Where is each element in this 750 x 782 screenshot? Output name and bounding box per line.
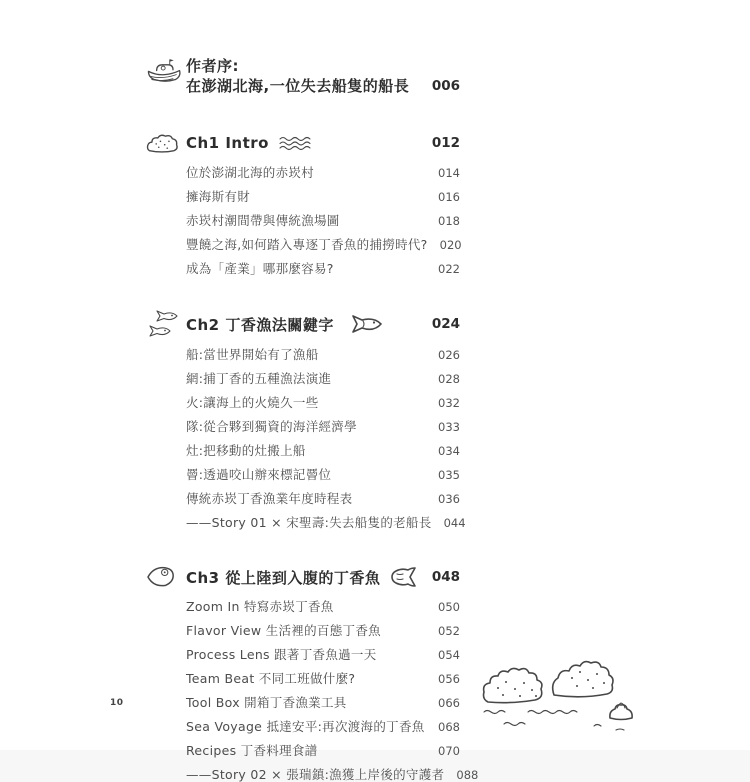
toc-item-page: 022 [438, 262, 460, 276]
toc-item-page: 068 [438, 720, 460, 734]
toc-item-page: 066 [438, 696, 460, 710]
toc-item-page: 056 [438, 672, 460, 686]
chapter-1-title: Ch1 Intro [186, 134, 269, 152]
toc-item [186, 262, 460, 276]
chapter-3-title: Ch3 從上陸到入腹的丁香魚 [186, 568, 381, 587]
toc-item-label: 位於澎湖北海的赤崁村 [186, 165, 315, 180]
toc-item-label: Process Lens 跟著丁香魚過一天 [186, 647, 377, 662]
toc-item-page: 034 [438, 444, 460, 458]
toc-item [186, 190, 460, 204]
toc-item [186, 624, 460, 638]
toc-item-label: ——Story 02 × 張瑞鎮:漁獲上岸後的守護者 [186, 767, 445, 782]
toc-item-page: 032 [438, 396, 460, 410]
chapter-2-header [146, 310, 460, 338]
toc-item [186, 744, 460, 758]
preface-title [186, 56, 426, 96]
island-back [553, 662, 613, 697]
toc-item-label: Flavor View 生活裡的百態丁香魚 [186, 623, 381, 638]
toc-item-page: 014 [438, 166, 460, 180]
toc-item-label: Sea Voyage 抵達安平:再次渡海的丁香魚 [186, 719, 425, 734]
wave [504, 723, 525, 726]
toc-item-label: 豐饒之海,如何踏入專逐丁香魚的捕撈時代? [186, 237, 428, 252]
toc-item-label: 擁海斯有財 [186, 189, 251, 204]
wave [616, 729, 624, 730]
toc-item-label: Team Beat 不同工班做什麼? [186, 671, 356, 686]
preface-line2: 在澎湖北海,一位失去船隻的船長 [186, 77, 410, 95]
toc-item-story [186, 767, 479, 782]
toc-item-page: 028 [438, 372, 460, 386]
toc-item [186, 166, 460, 180]
toc-item [186, 648, 460, 662]
boat-hull [610, 705, 632, 720]
toc-item-label: Zoom In 特寫赤崁丁香魚 [186, 599, 334, 614]
toc-item-label: ——Story 01 × 宋聖壽:失去船隻的老船長 [186, 515, 432, 530]
preface-line1: 作者序: [186, 57, 239, 75]
toc-item-page: 050 [438, 600, 460, 614]
fish-icon [343, 314, 383, 334]
chapter-1-items [186, 166, 460, 276]
chapter-2-section [146, 310, 466, 530]
preface-entry [146, 56, 460, 96]
islands-and-boat-illustration [476, 650, 676, 750]
fish-tail-icon [389, 566, 419, 588]
fish-head-icon [146, 564, 186, 590]
toc-item-page: 026 [438, 348, 460, 362]
toc-item-label: Recipes 丁香料理食譜 [186, 743, 318, 758]
toc-item-label: 成為「產業」哪那麼容易? [186, 261, 334, 276]
toc-item-label: 火:讓海上的火燒久一些 [186, 395, 319, 410]
chapter-2-title: Ch2 丁香漁法關鍵字 [186, 315, 334, 334]
toc-item [186, 468, 460, 482]
toc-item-label: 灶:把移動的灶搬上船 [186, 443, 306, 458]
chapter-3-items [186, 599, 479, 782]
island-mound-icon [146, 130, 186, 156]
chapter-3-header [146, 564, 460, 590]
chapter-3-page-number: 048 [431, 569, 460, 585]
toc-item-page: 044 [443, 516, 466, 530]
toc-item-page: 035 [438, 468, 460, 482]
toc-item-page: 033 [438, 420, 460, 434]
toc-item-page: 054 [438, 648, 460, 662]
toc-item-page: 016 [438, 190, 460, 204]
toc-item [186, 720, 460, 734]
toc-item-label: 傳統赤崁丁香漁業年度時程表 [186, 491, 353, 506]
wave [594, 725, 601, 727]
chapter-2-items [186, 347, 466, 530]
toc-item [186, 396, 460, 410]
toc-item-story [186, 515, 466, 530]
toc-item-page: 018 [438, 214, 460, 228]
toc-item-label: 隊:從合夥到獨資的海洋經濟學 [186, 419, 357, 434]
toc-item [186, 444, 460, 458]
wave [528, 711, 577, 714]
toc-item [186, 372, 460, 386]
toc-item-page: 088 [456, 768, 479, 782]
fishing-boat-icon [146, 56, 186, 90]
toc-item-page: 020 [439, 238, 462, 252]
toc-item [186, 420, 460, 434]
chapter-1-section [146, 130, 460, 276]
toc-item [186, 600, 460, 614]
toc-item-label: 網:捕丁香的五種漁法演進 [186, 371, 332, 386]
toc-item-label: 赤崁村潮間帶與傳統漁場圖 [186, 213, 340, 228]
toc-item-label: 罾:透過咬山辦來標記罾位 [186, 467, 332, 482]
toc-item-label: 船:當世界開始有了漁船 [186, 347, 319, 362]
toc-item-page: 052 [438, 624, 460, 638]
two-small-fish-icon [146, 310, 186, 338]
waves-icon [278, 135, 312, 151]
folio-page-number: 10 [110, 698, 124, 708]
toc-item [186, 696, 460, 710]
chapter-1-header [146, 130, 460, 156]
toc-item-page: 036 [438, 492, 460, 506]
chapter-2-page-number: 024 [431, 316, 460, 332]
wave [484, 711, 505, 714]
toc-item [186, 672, 460, 686]
chapter-3-section [146, 564, 479, 782]
toc-item [186, 214, 460, 228]
toc-item [186, 492, 460, 506]
table-of-contents [146, 56, 479, 782]
toc-item [186, 348, 460, 362]
toc-item [186, 238, 460, 252]
toc-item-label: Tool Box 開箱丁香漁業工具 [186, 695, 347, 710]
preface-page-number: 006 [431, 78, 460, 94]
toc-item-page: 070 [438, 744, 460, 758]
island-front [484, 668, 542, 702]
chapter-1-page-number: 012 [431, 135, 460, 151]
